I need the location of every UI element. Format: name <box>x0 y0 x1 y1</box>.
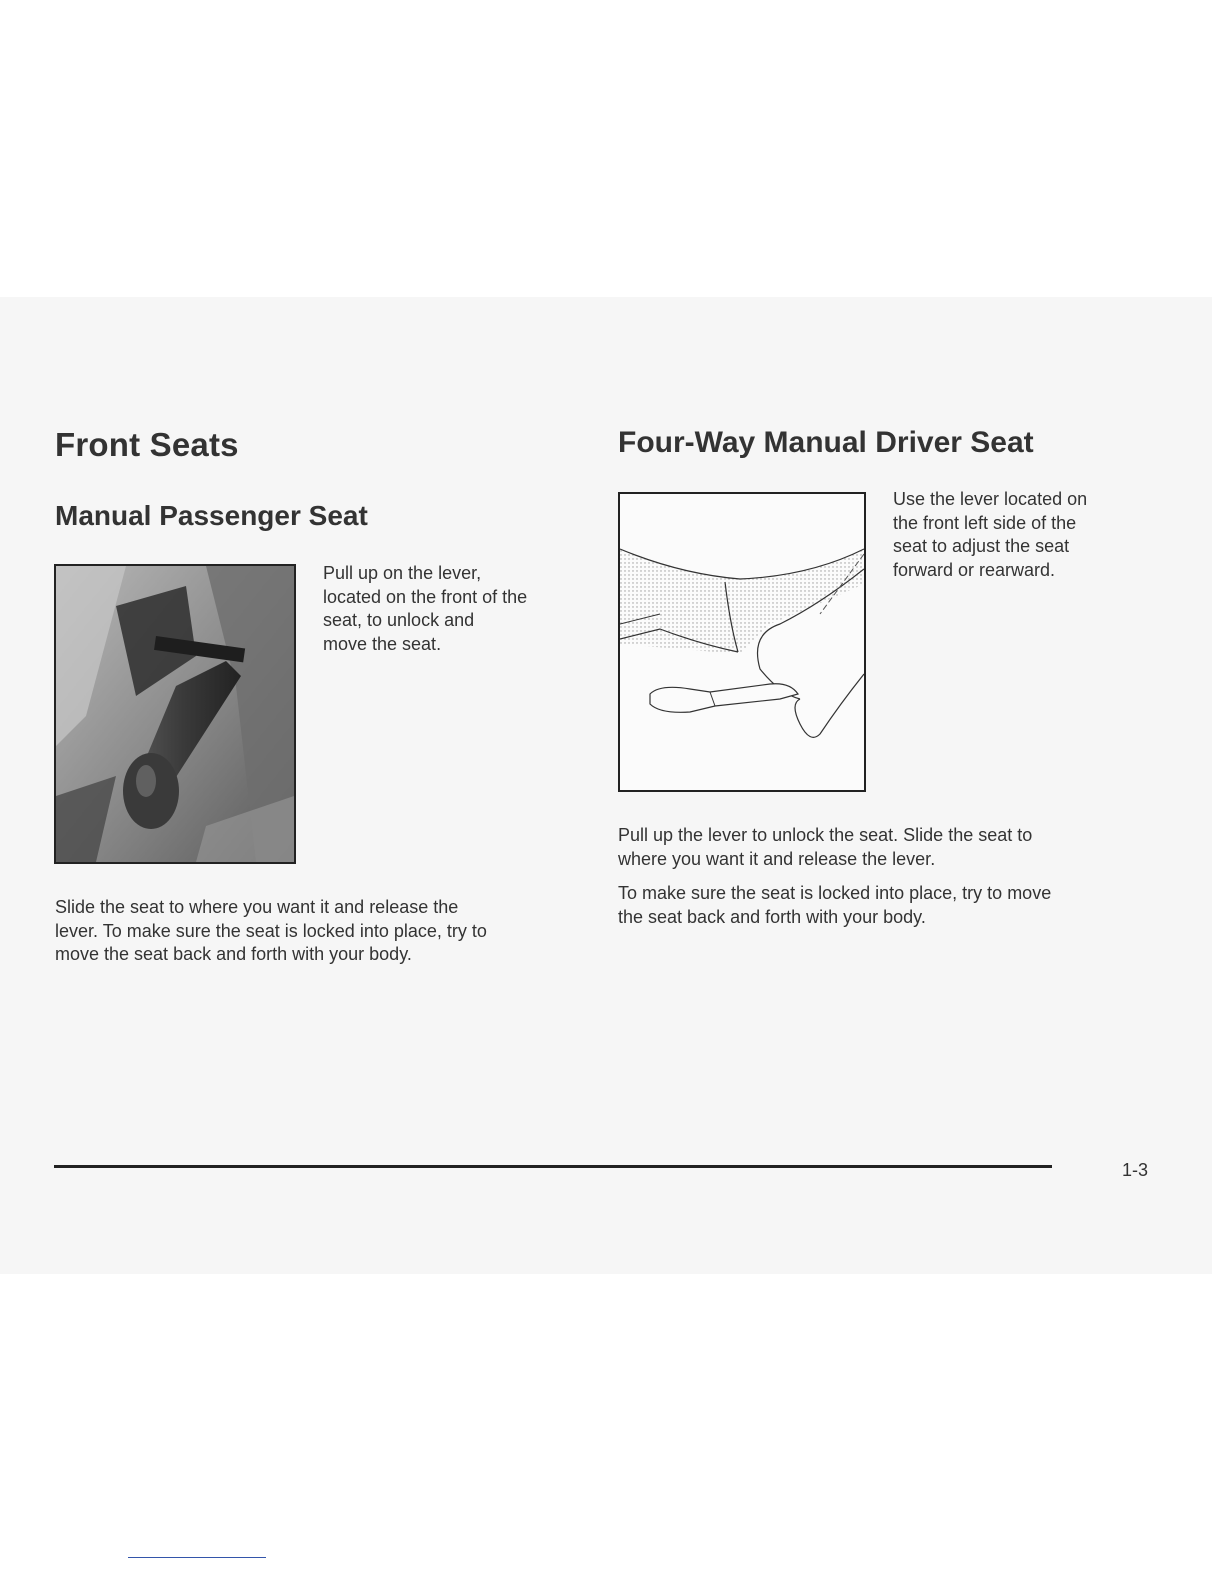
paragraph-line: To make sure the seat is locked into place, try to move <box>618 883 1052 903</box>
driver-caption-line: Use the lever located on <box>893 489 1088 509</box>
passenger-caption-line: Pull up on the lever, <box>323 563 482 583</box>
driver-caption-line: forward or rearward. <box>893 559 1056 580</box>
subsection-title-manual-passenger-seat: Manual Passenger Seat <box>55 500 368 531</box>
paragraph-line: Slide the seat to where you want it and release the <box>55 897 459 917</box>
paragraph-line: Pull up the lever to unlock the seat. Slide the seat to <box>618 825 1033 845</box>
driver-caption-line: the front left side of the <box>893 512 1077 533</box>
driver-seat-paragraph-2 <box>618 882 1178 929</box>
passenger-seat-lever-photo <box>54 564 296 864</box>
seat-lever-line-drawing <box>620 494 864 790</box>
passenger-caption-line: seat, to unlock and <box>323 610 475 630</box>
passenger-seat-paragraph <box>55 896 595 967</box>
footer-rule <box>54 1165 1052 1168</box>
lever-photo-illustration <box>56 566 294 862</box>
paragraph-line: the seat back and forth with your body. <box>618 906 926 927</box>
driver-seat-caption <box>893 488 1173 582</box>
passenger-seat-caption <box>323 562 583 656</box>
section-title-front-seats: Front Seats <box>55 426 239 463</box>
passenger-caption-line: located on the front of the <box>323 586 528 607</box>
passenger-caption-line: move the seat. <box>323 633 442 654</box>
paragraph-line: lever. To make sure the seat is locked into place, try to <box>55 920 487 941</box>
paragraph-line: where you want it and release the lever. <box>618 848 936 869</box>
section-title-four-way-manual-driver-seat: Four-Way Manual Driver Seat <box>618 426 1034 459</box>
driver-caption-line: seat to adjust the seat <box>893 536 1070 556</box>
driver-seat-lever-diagram <box>618 492 866 792</box>
paragraph-line: move the seat back and forth with your body. <box>55 944 412 964</box>
driver-seat-paragraph-1 <box>618 824 1178 871</box>
page-number: 1-3 <box>1122 1160 1149 1180</box>
link-underline <box>128 1557 266 1558</box>
